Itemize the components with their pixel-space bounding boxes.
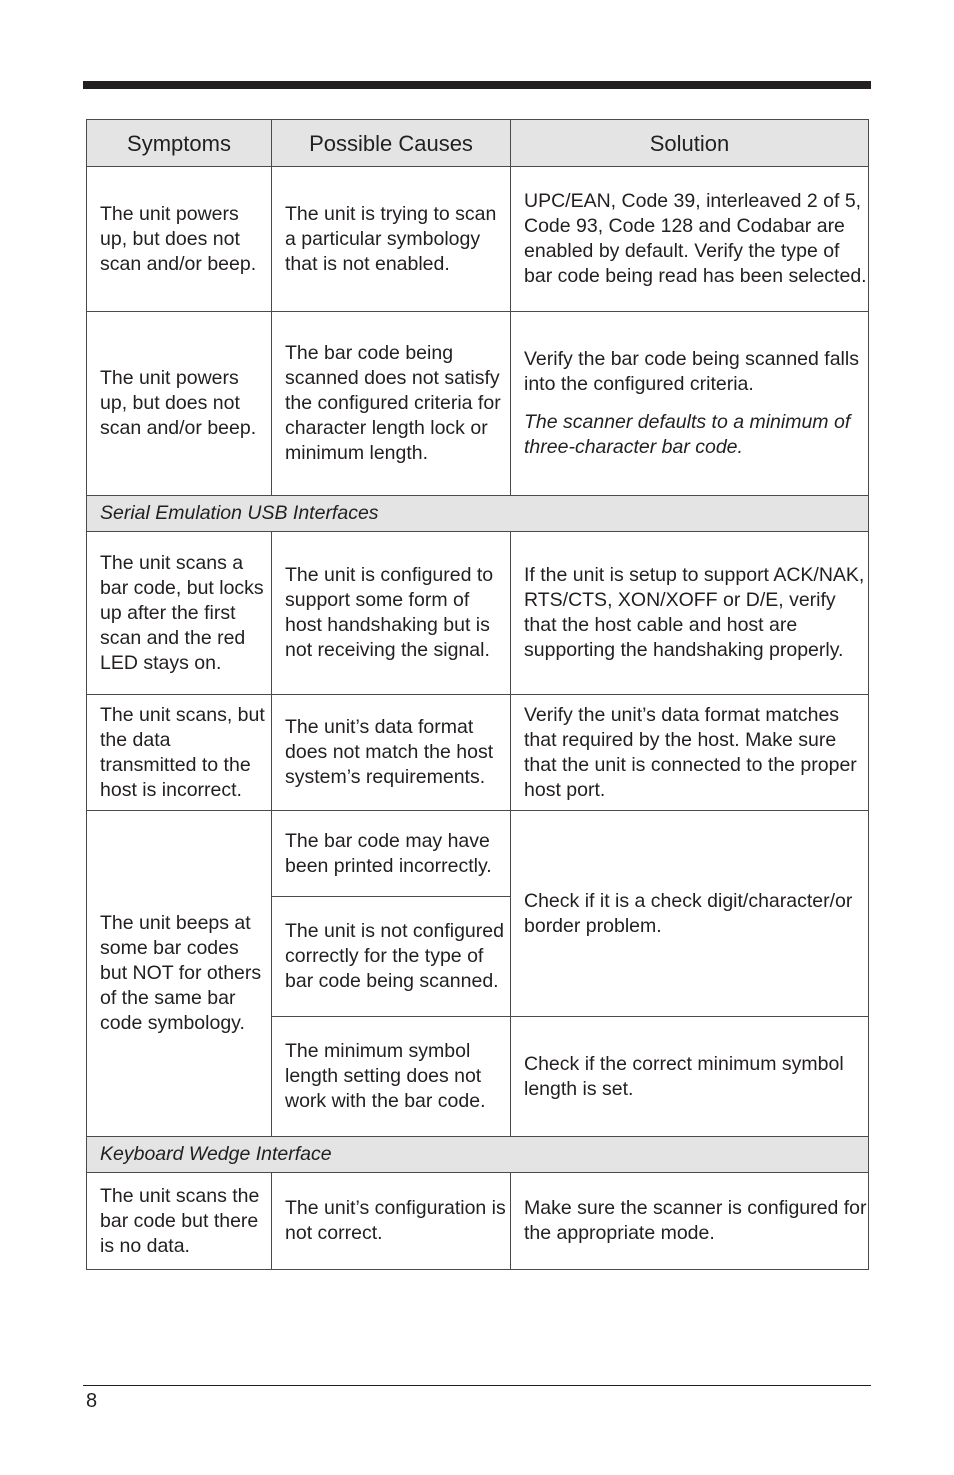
solution-text: Verify the bar code being scanned falls into the configured criteria. xyxy=(524,348,859,395)
table-row xyxy=(87,167,869,312)
solution-cell: If the unit is setup to support ACK/NAK, RTS/CTS, XON/XOFF or D/E, verify that the host cable and host are supporting the handshaking properly. xyxy=(511,532,869,695)
table-row xyxy=(87,811,869,897)
section-row-keyboard xyxy=(87,1137,869,1173)
page-number: 8 xyxy=(86,1390,98,1412)
solution-cell: UPC/EAN, Code 39, interleaved 2 of 5, Code 93, Code 128 and Codabar are enabled by default. Verify the type of bar code being read has been selected. xyxy=(511,167,869,312)
symptom-cell: The unit beeps at some bar codes but NOT for others of the same bar code symbology. xyxy=(87,811,272,1137)
header-symptoms: Symptoms xyxy=(87,120,272,167)
section-heading-serial: Serial Emulation USB Interfaces xyxy=(87,496,869,532)
top-rule xyxy=(83,81,871,89)
symptom-cell: The unit scans a bar code, but locks up after the first scan and the red LED stays on. xyxy=(87,532,272,695)
solution-cell: Check if the correct minimum symbol length is set. xyxy=(511,1017,869,1137)
header-row xyxy=(87,120,869,167)
solution-cell xyxy=(511,312,869,496)
symptom-cell: The unit powers up, but does not scan and/or beep. xyxy=(87,167,272,312)
symptom-cell: The unit scans the bar code but there is no data. xyxy=(87,1173,272,1270)
cause-cell: The bar code may have been printed incorrectly. xyxy=(272,811,511,897)
table-row xyxy=(87,532,869,695)
bottom-rule xyxy=(83,1385,871,1386)
solution-cell: Verify the unit’s data format matches that required by the host. Make sure that the unit is connected to the proper host port. xyxy=(511,695,869,811)
cause-cell: The unit’s data format does not match the host system’s requirements. xyxy=(272,695,511,811)
header-possible-causes: Possible Causes xyxy=(272,120,511,167)
cause-cell: The unit’s configuration is not correct. xyxy=(272,1173,511,1270)
table-row xyxy=(87,312,869,496)
cause-cell: The unit is not configured correctly for the type of bar code being scanned. xyxy=(272,897,511,1017)
section-row-serial xyxy=(87,496,869,532)
cause-cell: The minimum symbol length setting does not work with the bar code. xyxy=(272,1017,511,1137)
section-heading-keyboard: Keyboard Wedge Interface xyxy=(87,1137,869,1173)
symptom-cell: The unit powers up, but does not scan and/or beep. xyxy=(87,312,272,496)
cause-cell: The unit is trying to scan a particular symbology that is not enabled. xyxy=(272,167,511,312)
troubleshooting-table xyxy=(86,119,869,1270)
solution-cell: Make sure the scanner is configured for the appropriate mode. xyxy=(511,1173,869,1270)
solution-cell: Check if it is a check digit/character/or border problem. xyxy=(511,811,869,1017)
cause-cell: The unit is configured to support some form of host handshaking but is not receiving the signal. xyxy=(272,532,511,695)
symptom-cell: The unit scans, but the data transmitted to the host is incorrect. xyxy=(87,695,272,811)
cause-cell: The bar code being scanned does not satisfy the configured criteria for character length lock or minimum length. xyxy=(272,312,511,496)
header-solution: Solution xyxy=(511,120,869,167)
table-row xyxy=(87,1173,869,1270)
table-row xyxy=(87,695,869,811)
solution-note: The scanner defaults to a minimum of three-character bar code. xyxy=(524,411,851,458)
